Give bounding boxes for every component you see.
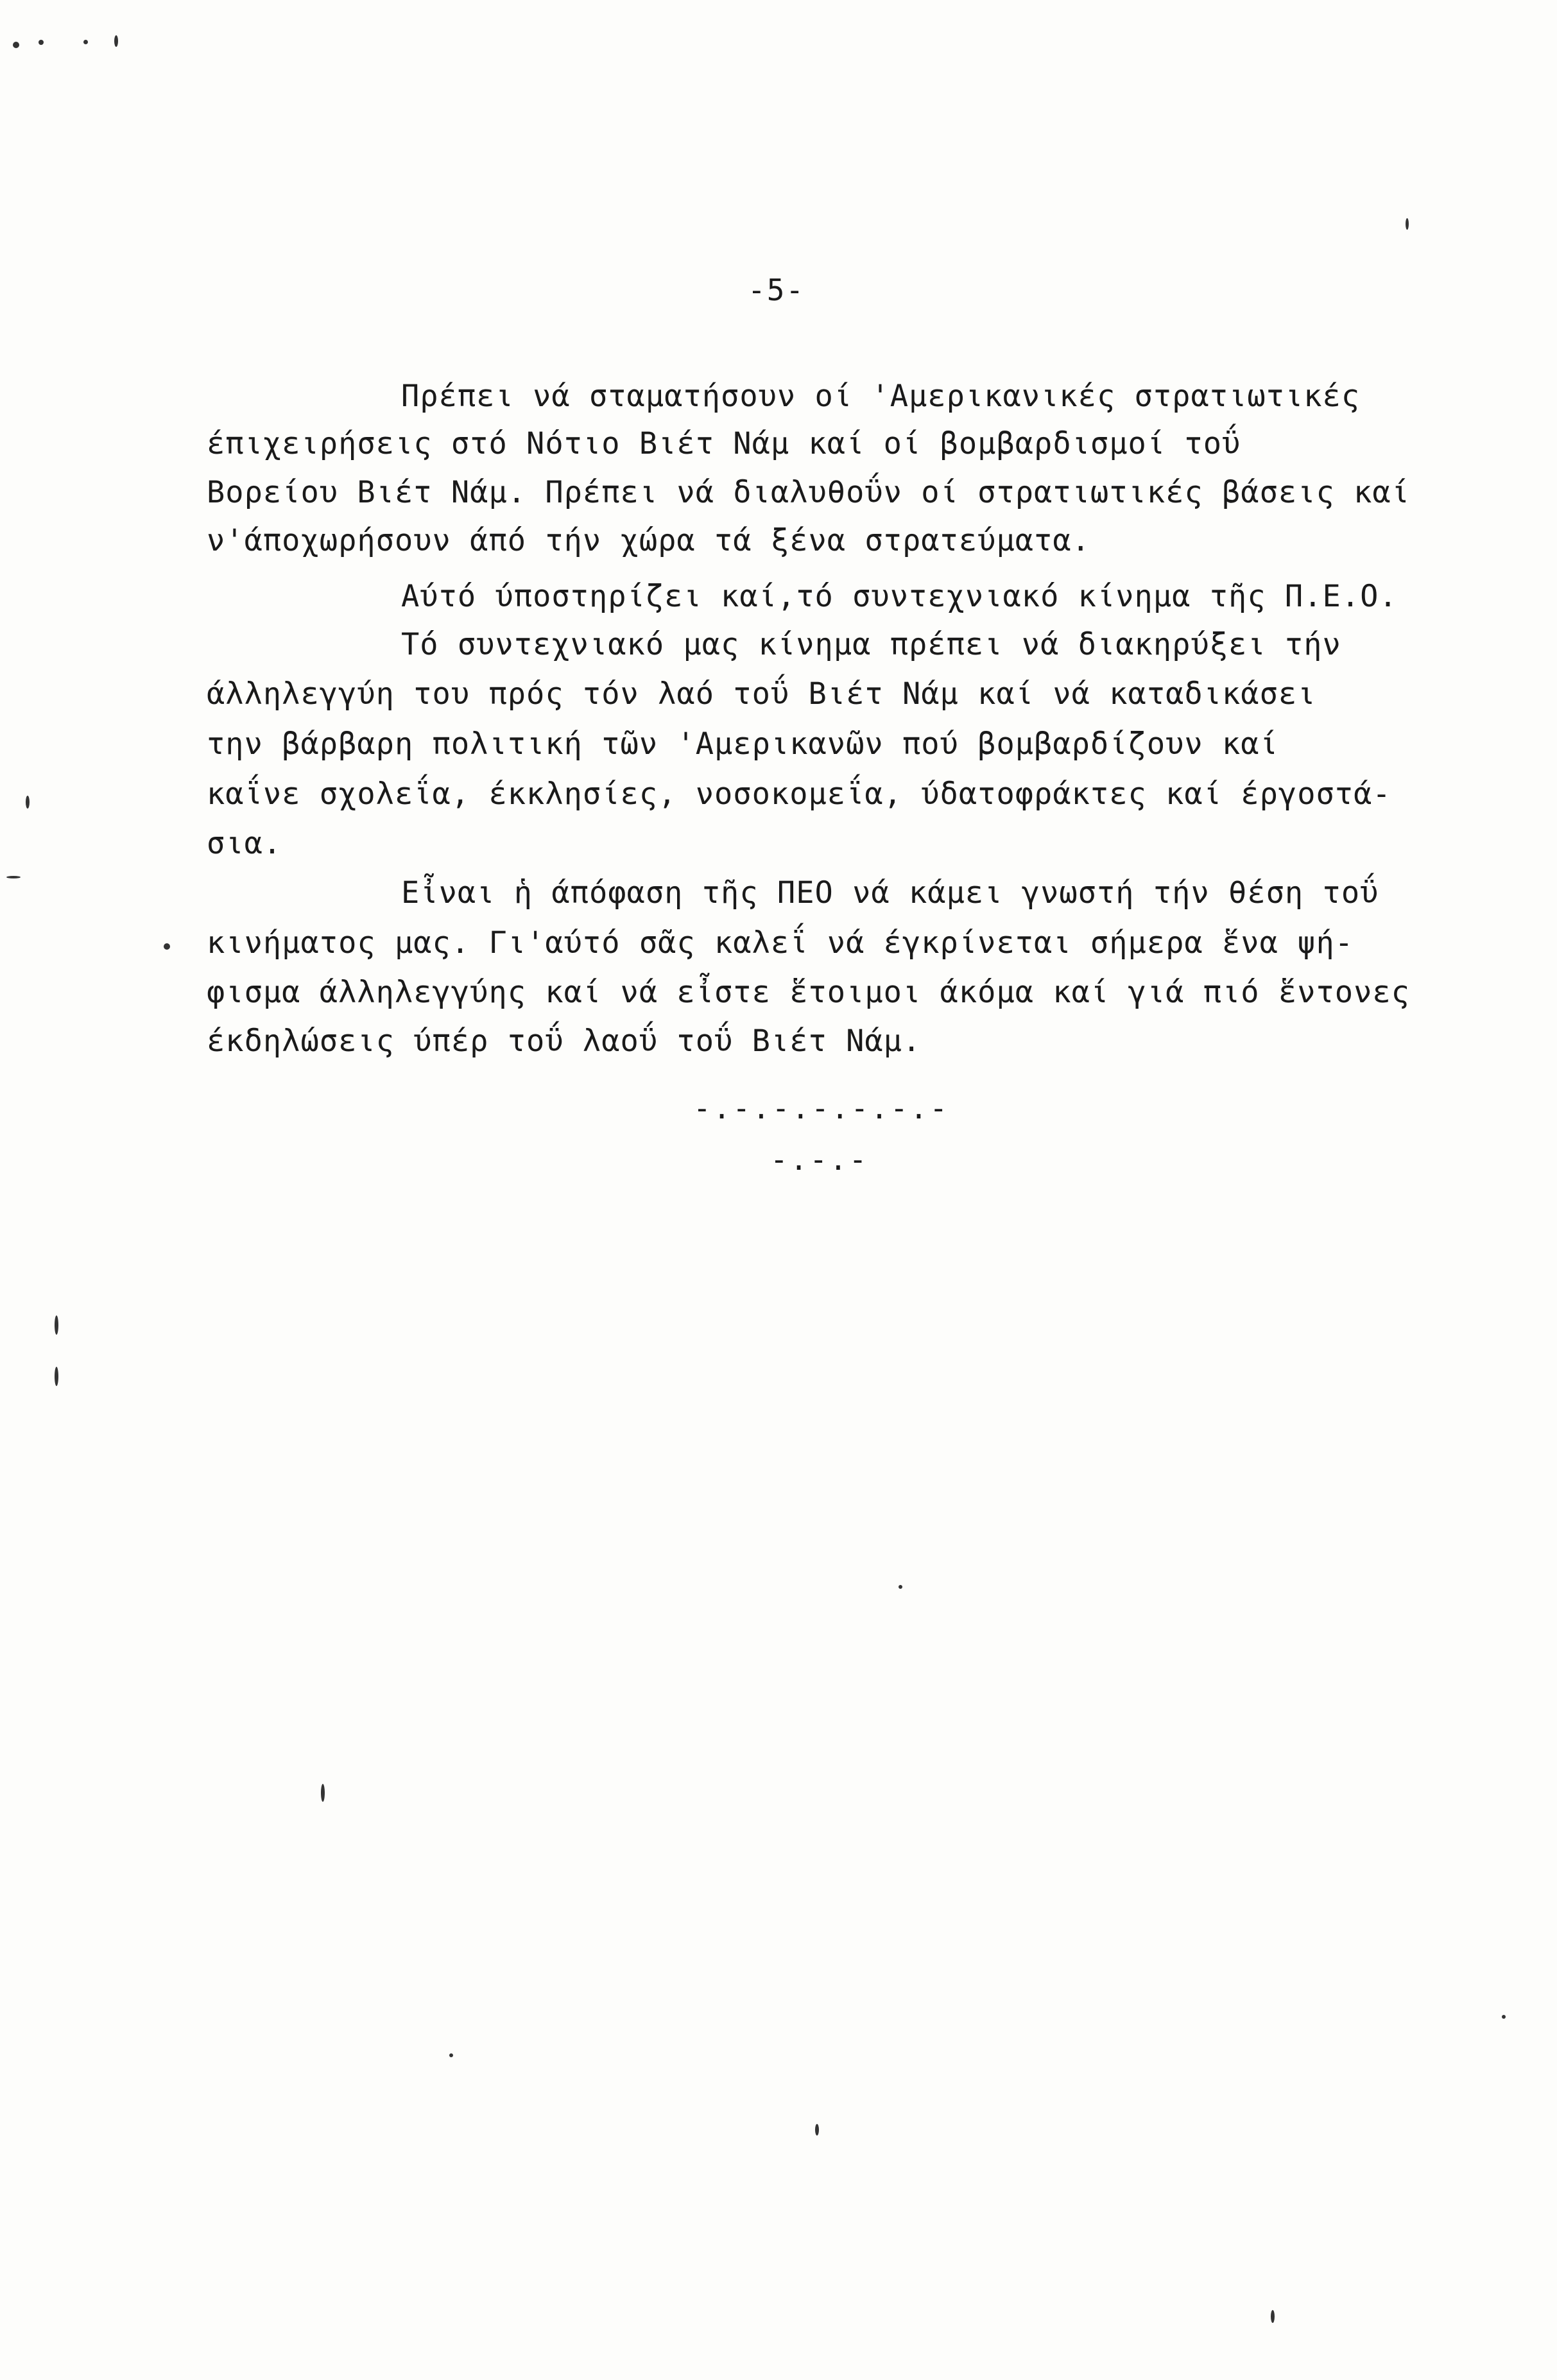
scan-speck xyxy=(39,40,44,45)
text-line-13: φισμα άλληλεγγύης καί νά εἶστε ἕτοιμοι άκόμα καί γιά πιό ἕντονες xyxy=(207,975,1410,1010)
text-line-5: Αύτό ύποστηρίζει καί,τό συντεχνιακό κίνημα τῆς Π.Ε.Ο. xyxy=(401,579,1398,614)
page-number: -5- xyxy=(748,273,805,307)
scan-speck xyxy=(13,42,19,48)
text-line-10: σια. xyxy=(207,826,282,861)
scan-speck xyxy=(321,1784,325,1802)
scan-speck xyxy=(1271,2310,1275,2323)
text-line-2: έπιχειρήσεις στό Νότιο Βιέτ Νάμ καί οί βομβαρδισμοί τοΰ xyxy=(207,426,1241,461)
scan-speck xyxy=(1502,2015,1506,2019)
text-line-7: άλληλεγγύη του πρός τόν λαό τοΰ Βιέτ Νάμ καί νά καταδικάσει xyxy=(207,676,1316,712)
text-line-3: Βορείου Βιέτ Νάμ. Πρέπει νά διαλυθοΰν οί στρατιωτικές βάσεις καί xyxy=(207,475,1410,510)
text-line-4: ν'άποχωρήσουν άπό τήν χώρα τά ξένα στρατεύματα. xyxy=(207,523,1090,558)
scan-speck xyxy=(55,1315,58,1335)
text-line-1: Πρέπει νά σταματήσουν οί 'Αμερικανικές στρατιωτικές xyxy=(401,379,1361,414)
scan-speck xyxy=(55,1367,58,1386)
text-line-9: καΐνε σχολεΐα, έκκλησίες, νοσοκομεΐα, ύδατοφράκτες καί έργοστά- xyxy=(207,776,1391,812)
scan-speck xyxy=(899,1585,902,1589)
text-line-14: έκδηλώσεις ύπέρ τοΰ λαοΰ τοΰ Βιέτ Νάμ. xyxy=(207,1023,922,1059)
divider-long: -.-.-.-.-.-.- xyxy=(693,1091,950,1126)
scan-speck xyxy=(114,35,118,47)
scan-speck xyxy=(1406,218,1409,230)
text-line-11: Εἶναι ἡ άπόφαση τῆς ΠΕΟ νά κάμει γνωστή τήν θέση τοΰ xyxy=(401,875,1379,911)
text-line-8: την βάρβαρη πολιτική τῶν 'Αμερικανῶν πού βομβαρδίζουν καί xyxy=(207,726,1278,762)
scan-speck xyxy=(26,796,30,809)
scan-speck xyxy=(83,40,88,44)
text-line-12: κινήματος μας. Γι'αύτό σᾶς καλεΐ νά έγκρίνεται σήμερα ἕνα ψή- xyxy=(207,925,1354,961)
text-line-6: Τό συντεχνιακό μας κίνημα πρέπει νά διακηρύξει τήν xyxy=(401,627,1341,662)
scan-speck xyxy=(815,2124,819,2136)
scan-speck xyxy=(6,876,21,878)
scan-speck xyxy=(449,2053,453,2057)
scan-speck xyxy=(164,943,170,950)
divider-short: -.-.- xyxy=(770,1142,869,1177)
